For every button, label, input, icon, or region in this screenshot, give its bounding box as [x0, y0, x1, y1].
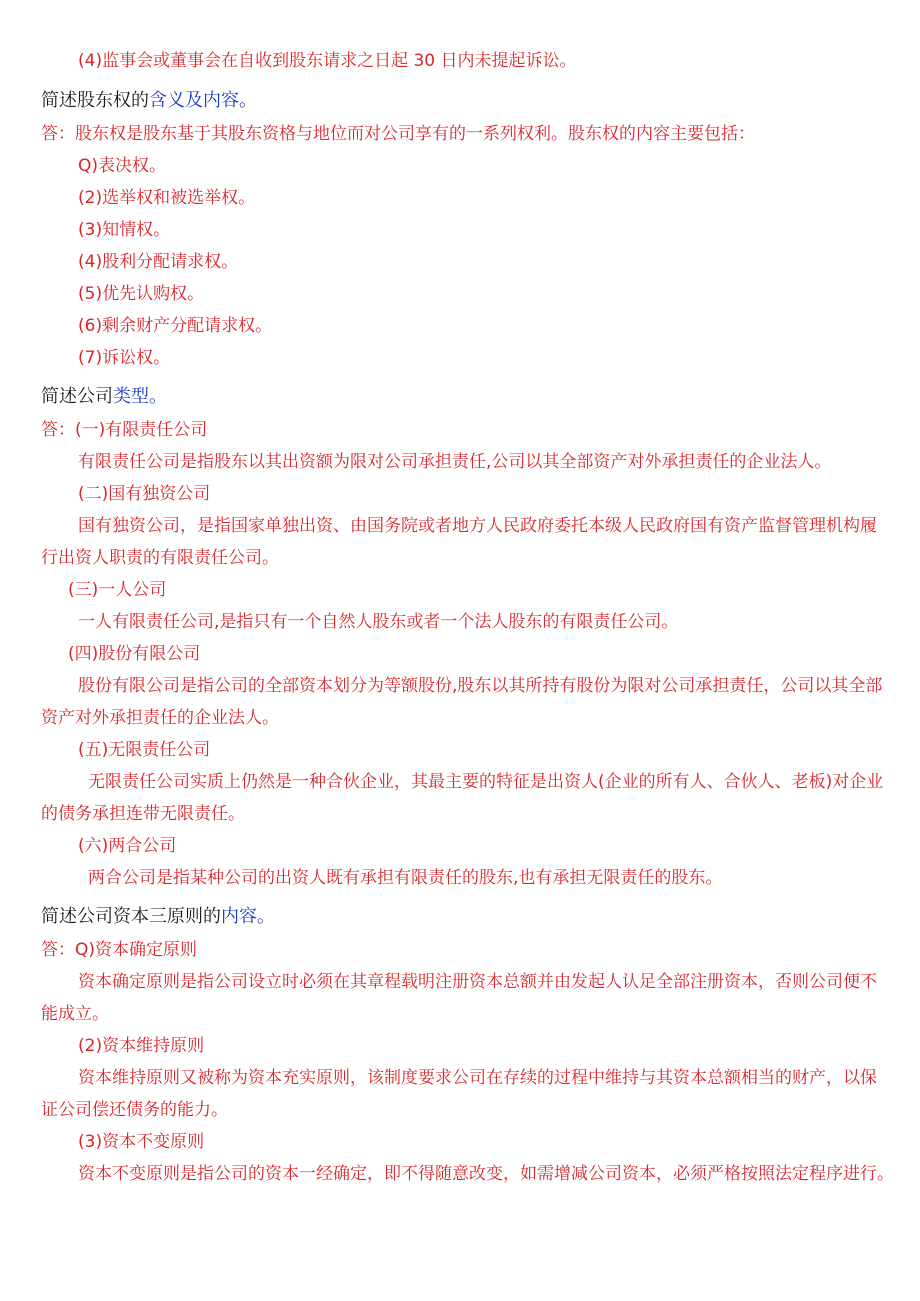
section-2-line: (三)一人公司 [68, 580, 167, 600]
section-1-answer-intro: 答：股东权是股东基于其股东资格与地位而对公司享有的一系列权利。股东权的内容主要包括： [41, 124, 755, 144]
section-1-item: (3)知情权。 [78, 220, 171, 240]
section-3-line: (3)资本不变原则 [78, 1132, 205, 1152]
section-2-line: 两合公司是指某种公司的出资人既有承担有限责任的股东,也有承担无限责任的股东。 [88, 868, 723, 888]
section-3-question [41, 906, 275, 928]
section-1-item: (2)选举权和被选举权。 [78, 188, 256, 208]
section-3-line: 能成立。 [41, 1004, 109, 1024]
section-2-answer-intro: 答：(一)有限责任公司 [41, 420, 208, 440]
section-3-question-highlight: 内容。 [221, 906, 275, 927]
section-2-line: 资产对外承担责任的企业法人。 [41, 708, 279, 728]
section-2-line: 行出资人职责的有限责任公司。 [41, 548, 279, 568]
section-2-line: (五)无限责任公司 [78, 740, 211, 760]
intro-item: (4)监事会或董事会在自收到股东请求之日起 30 日内未提起诉讼。 [78, 51, 577, 71]
section-2-question-highlight: 类型。 [113, 386, 167, 407]
section-2-line: 股份有限公司是指公司的全部资本划分为等额股份,股东以其所持有股份为限对公司承担责任，公司以其全部 [78, 676, 883, 696]
section-1-question-highlight: 含义及内容。 [149, 90, 257, 111]
section-1-question-prefix: 简述股东权的 [41, 90, 149, 111]
section-3-line: 资本不变原则是指公司的资本一经确定，即不得随意改变，如需增减公司资本，必须严格按照法定程序进行。 [78, 1164, 894, 1184]
section-1-item: (7)诉讼权。 [78, 348, 171, 368]
section-1-question [41, 90, 257, 112]
section-2-line: 的债务承担连带无限责任。 [41, 804, 245, 824]
section-2-question [41, 386, 167, 408]
section-3-question-prefix: 简述公司资本三原则的 [41, 906, 221, 927]
section-2-line: (四)股份有限公司 [68, 644, 201, 664]
section-1-item: Q)表决权。 [78, 156, 167, 176]
section-3-line: (2)资本维持原则 [78, 1036, 205, 1056]
section-3-line: 证公司偿还债务的能力。 [41, 1100, 228, 1120]
section-2-line: (六)两合公司 [78, 836, 177, 856]
section-1-item: (6)剩余财产分配请求权。 [78, 316, 273, 336]
section-1-item: (4)股利分配请求权。 [78, 252, 239, 272]
section-3-line: 资本确定原则是指公司设立时必须在其章程载明注册资本总额并由发起人认足全部注册资本，否则公司便不 [78, 972, 877, 992]
section-2-line: 国有独资公司，是指国家单独出资、由国务院或者地方人民政府委托本级人民政府国有资产监督管理机构履 [78, 516, 877, 536]
section-2-line: 无限责任公司实质上仍然是一种合伙企业，其最主要的特征是出资人(企业的所有人、合伙人、老板)对企业 [88, 772, 884, 792]
section-3-answer-intro: 答：Q)资本确定原则 [41, 940, 198, 960]
section-2-line: 有限责任公司是指股东以其出资额为限对公司承担责任,公司以其全部资产对外承担责任的企业法人。 [78, 452, 832, 472]
section-2-line: (二)国有独资公司 [78, 484, 211, 504]
section-1-item: (5)优先认购权。 [78, 284, 205, 304]
section-2-question-prefix: 简述公司 [41, 386, 113, 407]
section-3-line: 资本维持原则又被称为资本充实原则，该制度要求公司在存续的过程中维持与其资本总额相当的财产，以保 [78, 1068, 877, 1088]
section-2-line: 一人有限责任公司,是指只有一个自然人股东或者一个法人股东的有限责任公司。 [78, 612, 679, 632]
